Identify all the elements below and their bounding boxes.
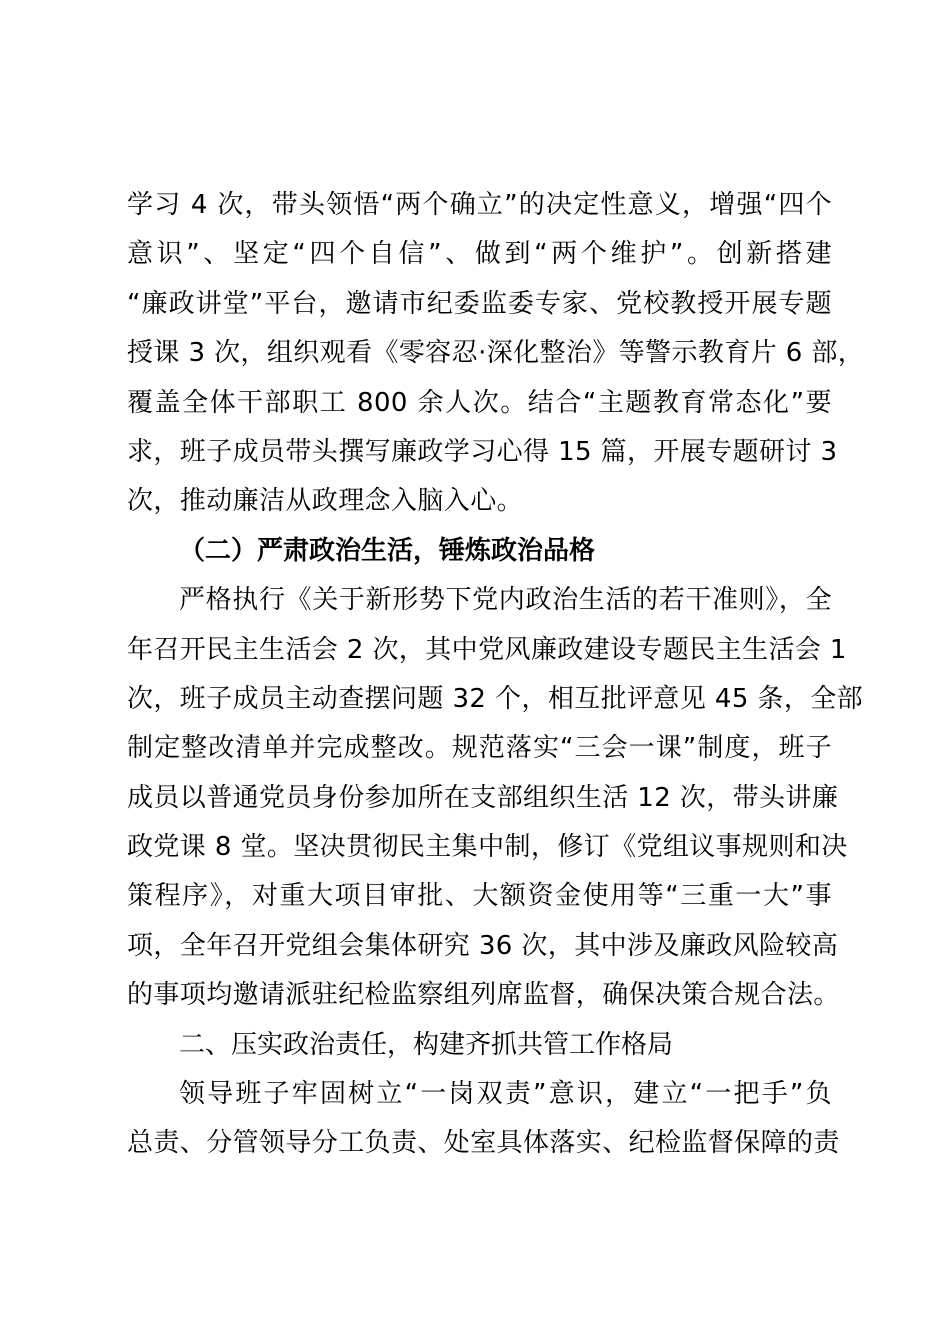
text-line: 成员以普通党员身份参加所在支部组织生活 12 次，带头讲廉 xyxy=(127,782,839,813)
subheading-political-life: （二）严肃政治生活，锤炼政治品格 xyxy=(179,535,596,566)
text-line: 领导班子牢固树立“一岗双责”意识，建立“一把手”负 xyxy=(179,1079,832,1110)
paragraph-political-life xyxy=(127,578,864,1023)
text-line: 次，推动廉洁从政理念入脑入心。 xyxy=(127,486,524,517)
text-line: 严格执行《关于新形势下党内政治生活的若干准则》，全 xyxy=(179,585,832,616)
text-line: 意识”、坚定“四个自信”、做到“两个维护”。创新搭建 xyxy=(127,239,832,270)
text-line: 年召开民主生活会 2 次，其中党风廉政建设专题民主生活会 1 xyxy=(127,634,847,665)
section-heading-responsibility: 二、压实政治责任，构建齐抓共管工作格局 xyxy=(179,1029,674,1060)
text-line: 制定整改清单并完成整改。规范落实“三会一课”制度，班子 xyxy=(127,733,832,764)
text-line: 的事项均邀请派驻纪检监察组列席监督，确保决策合规合法。 xyxy=(127,980,840,1011)
document-page xyxy=(127,183,865,1171)
text-line: “廉政讲堂”平台，邀请市纪委监委专家、党校教授开展专题 xyxy=(127,288,832,319)
text-line: 总责、分管领导分工负责、处室具体落实、纪检监督保障的责 xyxy=(127,1128,840,1159)
text-line: 策程序》，对重大项目审批、大额资金使用等“三重一大”事 xyxy=(127,881,832,912)
paragraph-study-activities xyxy=(127,183,865,529)
text-line: 学习 4 次，带头领悟“两个确立”的决定性意义，增强“四个 xyxy=(127,190,832,220)
text-line: 项，全年召开党组会集体研究 36 次，其中涉及廉政风险较高 xyxy=(127,930,839,961)
paragraph-responsibility xyxy=(127,1072,840,1171)
text-line: 政党课 8 堂。坚决贯彻民主集中制，修订《党组议事规则和决 xyxy=(127,832,848,863)
text-line: 覆盖全体干部职工 800 余人次。结合“主题教育常态化”要 xyxy=(127,387,832,418)
text-line: 次，班子成员主动查摆问题 32 个，相互批评意见 45 条，全部 xyxy=(127,683,864,714)
text-line: 求，班子成员带头撰写廉政学习心得 15 篇，开展专题研讨 3 xyxy=(127,436,838,467)
text-line: 授课 3 次，组织观看《零容忍·深化整治》等警示教育片 6 部， xyxy=(127,338,865,369)
